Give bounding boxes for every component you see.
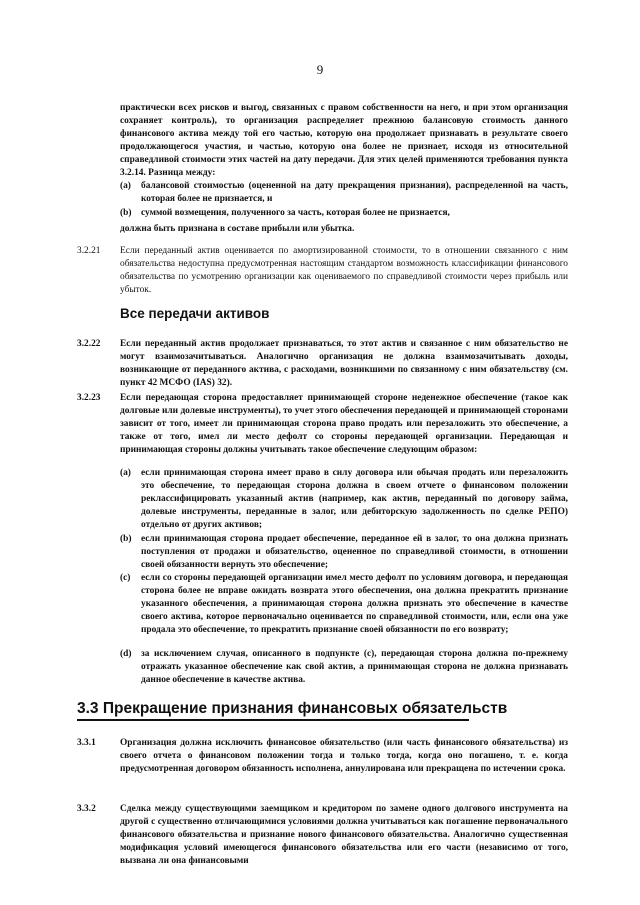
item-label: (b) <box>120 208 132 218</box>
paragraph-3-2-21: Если переданный актив оценивается по амортизированной стоимости, то в отношении связанного с ним обязательства недоступна предусмотренная настоящим стандартом возможность классификации финансового обязательства по усмотрению организации как оцениваемого по справедливой стоимости через прибыль или убыток. <box>120 246 568 296</box>
intro-paragraph: практически всех рисков и выгод, связанных с правом собственности на него, и при этом организация сохраняет контроль), то организация распределяет прежнюю балансовую стоимость данного финансового актива между той его частью, которую она продолжает признавать в результате своего продолжающегося участия, и частью, которую она более не признает, исходя из относительной справедливой стоимости этих частей на дату передачи. Для этих целей применяются требования пункта 3.2.14. Разница между: <box>120 103 568 179</box>
page-number: 9 <box>316 62 324 77</box>
paragraph-3-2-22: Если переданный актив продолжает признаваться, то этот актив и связанное с ним обязательство не могут взаимозачитываться. Аналогично организация не должна взаимозачитывать доходы, возникающие от переданного актива, с расходами, возникшими по связанному с ним обязательству (см. пункт 42 МСФО (IAS) 32). <box>120 339 568 389</box>
item-c: если со стороны передающей организации имел место дефолт по условиям договора, и передающая сторона более не вправе ожидать возврата этого обеспечения, она должна прекратить признание указанного обеспечения, а принимающая сторона должна признать это обеспечение в качестве своего актива, которое первоначально оценивается по справедливой стоимости, или, если она уже продала это обеспечение, то прекратить признание своей обязанности по его возврату; <box>141 573 568 636</box>
paragraph-number: 3.3.2 <box>77 804 96 814</box>
item-d: за исключением случая, описанного в подпункте (c), передающая сторона должна по-прежнему отражать указанное обеспечение как свой актив, а принимающая сторона не должна признавать данное обеспечение в качестве актива. <box>141 649 568 686</box>
subsection-heading: Все передачи активов <box>120 306 270 321</box>
paragraph-3-2-23: Если передающая сторона предоставляет принимающей стороне неденежное обеспечение (такое как долговые или долевые инструменты), то учет этого обеспечения передающей и принимающей сторонами зависит от того, имеет ли принимающая сторона право продать или перезаложить это обеспечение, а также от того, имел ли место дефолт со стороны передающей организации. Передающая и принимающая стороны должны учитывать такое обеспечение следующим образом: <box>120 393 568 456</box>
paragraph-number: 3.2.23 <box>77 393 101 403</box>
item-b: если принимающая сторона продает обеспечение, переданное ей в залог, то она должна признать поступления от продажи и обязательство, оцененное по справедливой стоимости, в отношении своей обязанности вернуть это обеспечение; <box>141 534 568 571</box>
section-underline <box>77 719 469 721</box>
section-heading: 3.3 Прекращение признания финансовых обязательств <box>77 700 508 717</box>
item-label: (a) <box>120 181 131 191</box>
item-label: (c) <box>120 573 131 583</box>
paragraph-3-3-2: Сделка между существующими заемщиком и кредитором по замене одного долгового инструмента на другой с существенно отличающимися условиями должна учитываться как погашение первоначального финансового обязательства и признание нового финансового обязательства. Аналогично существенная модификация условий имеющегося финансового обязательства или его части (независимо от того, вызвана ли она финансовыми <box>120 804 568 867</box>
item-label: (d) <box>120 649 132 659</box>
intro-closing: должна быть признана в составе прибыли или убытка. <box>120 224 355 234</box>
paragraph-number: 3.3.1 <box>77 738 96 748</box>
item-a: если принимающая сторона имеет право в силу договора или обычая продать или перезаложить это обеспечение, то передающая сторона должна в своем отчете о финансовом положении реклассифицировать указанный актив (например, как актив, переданный по договору займа, долевые инструменты, переданные в залог, или дебиторскую задолженность по сделке РЕПО) отдельно от других активов; <box>141 468 568 531</box>
item-label: (b) <box>120 534 132 544</box>
paragraph-number: 3.2.22 <box>77 339 101 349</box>
paragraph-3-3-1: Организация должна исключить финансовое обязательство (или часть финансового обязательства) из своего отчета о финансовом положении тогда и только тогда, когда оно погашено, т. е. когда предусмотренная договором обязанность исполнена, аннулирована или прекращена по истечении срока. <box>120 738 568 775</box>
intro-item-b: суммой возмещения, полученного за часть, которая более не признается, <box>141 208 450 218</box>
paragraph-number: 3.2.21 <box>77 246 101 256</box>
intro-item-a: балансовой стоимостью (оцененной на дату прекращения признания), распределенной на часть, которая более не признается, и <box>141 181 568 205</box>
item-label: (a) <box>120 468 131 478</box>
